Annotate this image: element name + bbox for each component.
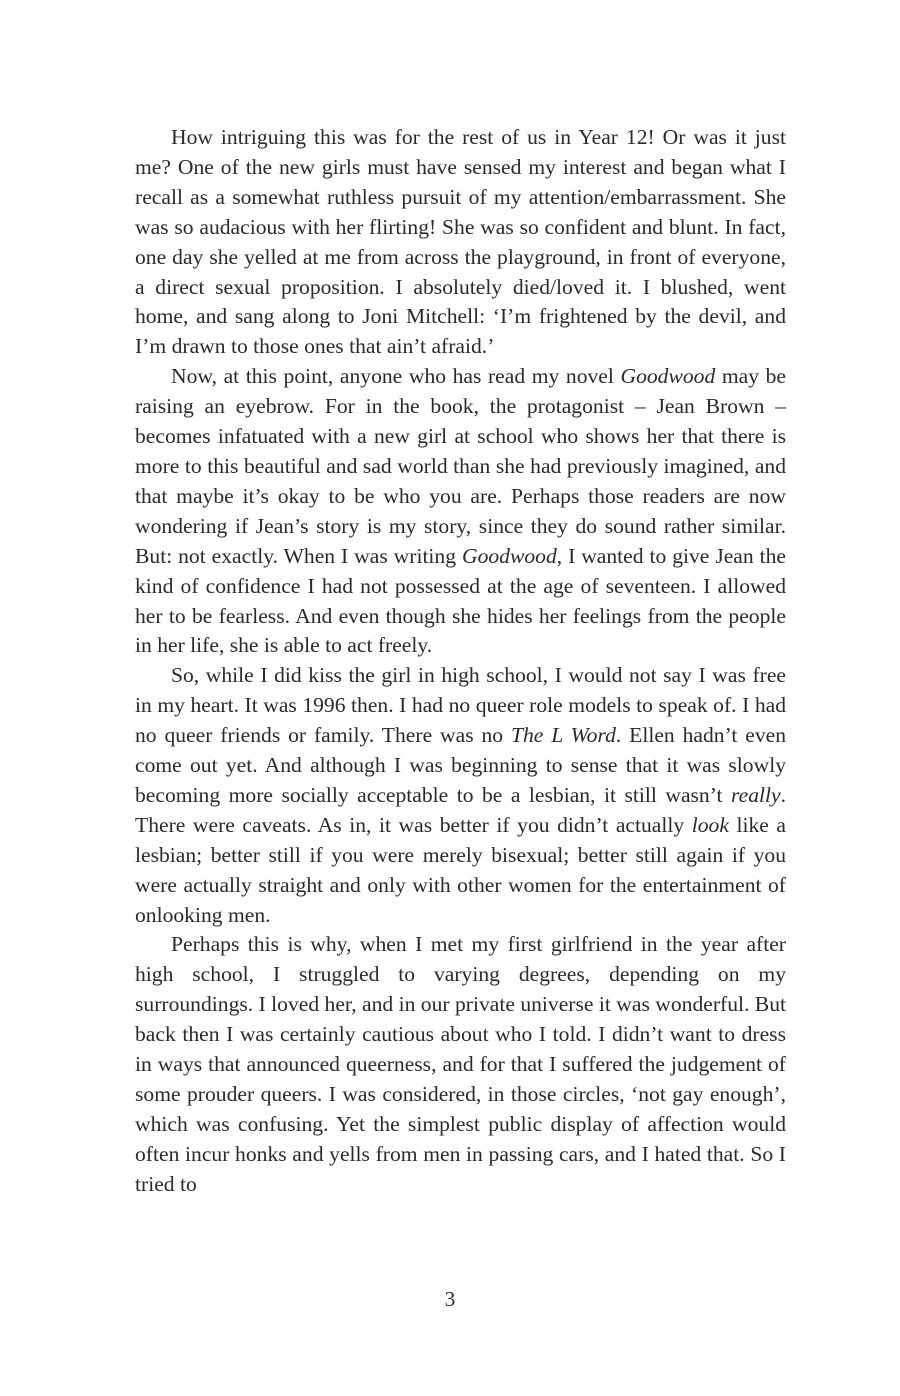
paragraph-4 [135, 930, 786, 1199]
emphasis-italic: look [691, 812, 729, 837]
text-segment: Now, at this point, anyone who has read my novel [171, 364, 621, 389]
text-segment: like a lesbian; better still if you were merely bisexual; better still again if you were actually straight and only with other women for the entertainment of onlooking men. [135, 812, 786, 927]
text-segment: . Ellen hadn’t even come out yet. And although I was beginning to sense that it was slowly becoming more socially acceptable to be a lesbian, it still wasn’t [135, 723, 786, 807]
emphasis-italic: really [731, 782, 781, 807]
page-number: 3 [444, 1287, 456, 1311]
paragraph-3 [135, 661, 786, 930]
book-title-italic: Goodwood [620, 364, 716, 389]
show-title-italic: The L Word [510, 723, 616, 748]
text-segment: How intriguing this was for the rest of us in Year 12! Or was it just me? One of the new girls must have sensed my interest and began what I recall as a somewhat ruthless pursuit of my attention/embarrassment. She was so audacious with her flirting! She was so confident and blunt. In fact, one day she yelled at me from across the playground, in front of everyone, a direct sexual proposition. I absolutely died/loved it. I blushed, went home, and sang along to Joni Mitchell: ‘I’m frightened by the devil, and I’m drawn to those ones that ain’t afraid.’ [135, 125, 786, 359]
paragraph-1 [135, 123, 786, 362]
text-segment: may be raising an eyebrow. For in the book, the protagonist – Jean Brown – becomes infatuated with a new girl at school who shows her that there is more to this beautiful and sad world than she had previously imagined, and that maybe it’s okay to be who you are. Perhaps those readers are now wondering if Jean’s story is my story, since they do sound rather similar. But: not exactly. When I was writing [135, 364, 786, 568]
text-segment: Perhaps this is why, when I met my first girlfriend in the year after high school, I struggled to varying degrees, depending on my surroundings. I loved her, and in our private universe it was wonderful. But back then I was certainly cautious about who I told. I didn’t want to dress in ways that announced queerness, and for that I suffered the judgement of some prouder queers. I was considered, in those circles, ‘not gay enough’, which was confusing. Yet the simplest public display of affection would often incur honks and yells from men in passing cars, and I hated that. So I tried to [135, 932, 787, 1196]
page-body [135, 123, 786, 1200]
text-segment: So, while I did kiss the girl in high school, I would not say I was free in my heart. It was 1996 then. I had no queer role models to speak of. I had no queer friends or family. There was no [135, 663, 786, 748]
paragraph-2 [135, 362, 786, 661]
book-title-italic: Goodwood [461, 543, 557, 568]
text-segment: , I wanted to give Jean the kind of confidence I had not possessed at the age of seventeen. I allowed her to be fearless. And even though she hides her feelings from the people in her life, she is able to act freely. [135, 543, 786, 658]
text-segment: . There were caveats. As in, it was better if you didn’t actually [135, 782, 786, 837]
